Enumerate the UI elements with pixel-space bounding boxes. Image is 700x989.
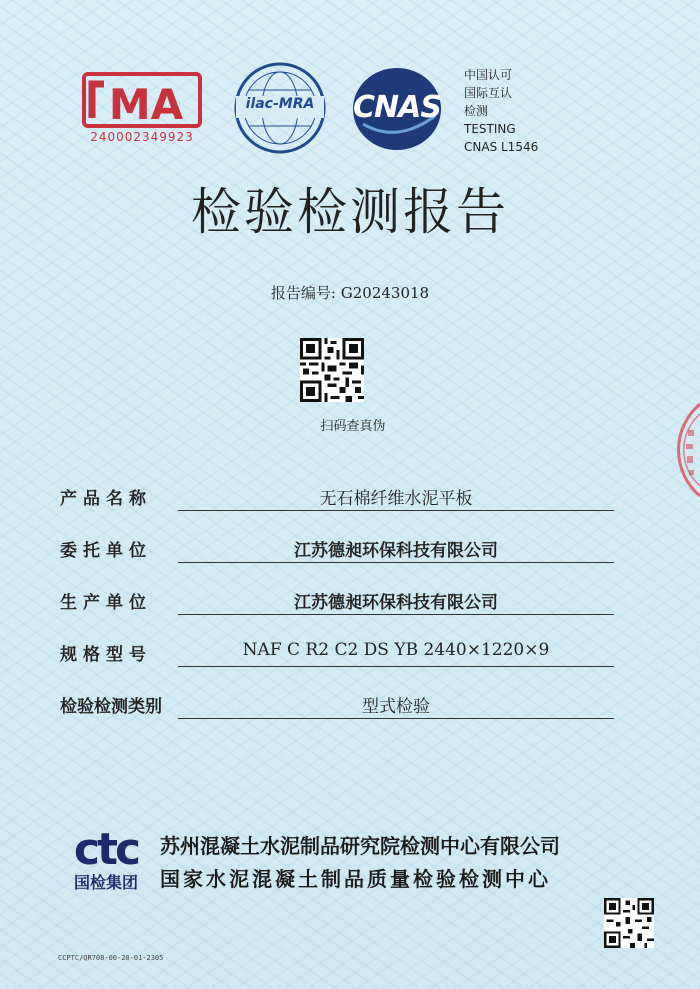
ctc-letters: ctc: [73, 826, 139, 870]
ilac-mra-text: ilac-MRA: [245, 96, 315, 112]
report-title: 检验检测报告: [191, 183, 509, 241]
cnas-logo: [343, 66, 451, 152]
footer-qr-code-icon[interactable]: [604, 898, 654, 948]
qr-caption: 扫码查真伪: [320, 419, 386, 434]
field-underline: [178, 562, 614, 563]
organization-name-secondary: 国家水泥混凝土制品质量检验检测中心: [160, 867, 551, 891]
accreditation-text: [464, 66, 574, 156]
field-label: 规格型号: [60, 645, 152, 665]
field-test-category: [60, 692, 620, 744]
report-fields: [60, 484, 620, 744]
field-underline: [178, 614, 614, 615]
cma-logo: [78, 70, 206, 145]
ilac-mra-logo: [232, 60, 328, 156]
field-value: 江苏德昶环保科技有限公司: [294, 593, 498, 613]
ctc-logo: [58, 826, 154, 896]
field-model: [60, 640, 620, 692]
field-label: 检验检测类别: [60, 697, 162, 717]
cma-letters: MA: [108, 80, 184, 129]
accreditation-line: 国际互认: [464, 86, 513, 100]
ctc-mark-icon: [58, 826, 154, 870]
cma-mark-icon: [78, 70, 206, 130]
field-label: 产品名称: [60, 489, 152, 509]
form-code: CCPTC/QR708-00-20-01-2305: [58, 954, 164, 962]
accreditation-line: TESTING: [464, 122, 516, 136]
ctc-logo-name: 国检集团: [73, 873, 138, 892]
field-value: 型式检验: [362, 697, 430, 717]
field-value: 无石棉纤维水泥平板: [319, 489, 473, 509]
report-number: 报告编号: G20243018: [270, 284, 430, 302]
field-label: 委托单位: [60, 541, 152, 561]
field-label: 生产单位: [60, 593, 152, 613]
field-product-name: [60, 484, 620, 536]
accreditation-line: 检测: [464, 104, 489, 118]
accreditation-line: CNAS L1546: [464, 140, 539, 154]
field-underline: [178, 718, 614, 719]
field-client: [60, 536, 620, 588]
field-value: 江苏德昶环保科技有限公司: [294, 541, 498, 561]
field-underline: [178, 666, 614, 667]
cnas-text: CNAS: [353, 90, 441, 125]
seal-stamp-icon: [664, 400, 700, 500]
organization-name-primary: 苏州混凝土水泥制品研究院检测中心有限公司: [160, 834, 560, 858]
field-underline: [178, 510, 614, 511]
field-value: NAF C R2 C2 DS YB 2440×1220×9: [242, 640, 550, 660]
accreditation-line: 中国认可: [464, 68, 513, 82]
cma-number: 240002349923: [90, 130, 194, 144]
qr-code-icon[interactable]: [300, 338, 364, 402]
field-manufacturer: [60, 588, 620, 640]
